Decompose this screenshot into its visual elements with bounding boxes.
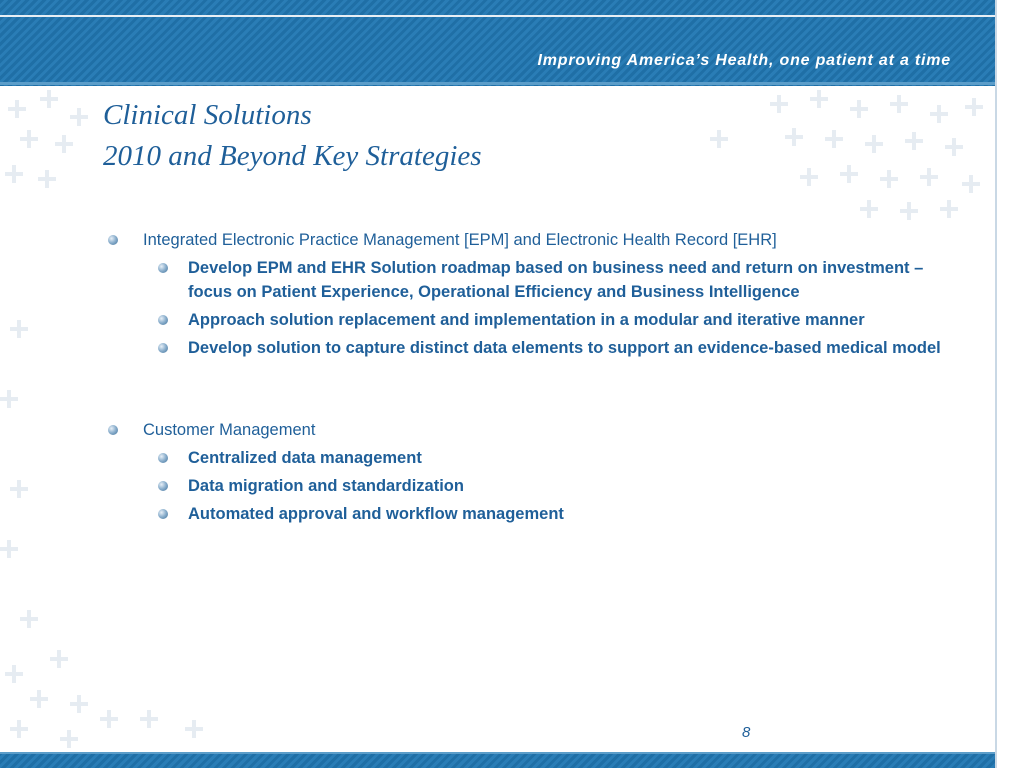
bullet-icon [158, 509, 168, 519]
right-rail [995, 0, 1024, 768]
bullet-icon [108, 235, 118, 245]
bullet-icon [158, 263, 168, 273]
bullet-icon [158, 481, 168, 491]
bullet-icon [158, 453, 168, 463]
slide-title-line2: 2010 and Beyond Key Strategies [103, 140, 482, 172]
list-item [108, 256, 968, 304]
list-item [108, 336, 968, 360]
bullet-icon [108, 425, 118, 435]
list-item [108, 474, 968, 498]
header-tagline: Improving America’s Health, one patient at a time [537, 52, 951, 69]
list-item [108, 446, 968, 470]
page-number: 8 [742, 724, 751, 741]
list-item [108, 308, 968, 332]
list-item-text: Data migration and standardization [188, 477, 464, 495]
list-item-text: Approach solution replacement and implementation in a modular and iterative manner [188, 311, 865, 329]
section-heading-text: Customer Management [143, 421, 316, 439]
header-band [0, 0, 995, 86]
decorative-pattern-left [0, 90, 100, 768]
list-item-text: Develop EPM and EHR Solution roadmap based on business need and return on investment – focus on Patient Experience, Operational Efficiency and Business Intelligence [188, 259, 924, 301]
bullet-icon [158, 343, 168, 353]
list-item-text: Centralized data management [188, 449, 422, 467]
list-item-text: Develop solution to capture distinct data elements to support an evidence-based medical model [188, 339, 941, 357]
slide-title [103, 95, 482, 177]
slide-content [108, 228, 968, 526]
footer-band [0, 752, 995, 768]
section-heading [108, 418, 968, 442]
header-top-line [0, 15, 995, 17]
header-bottom-line [0, 82, 995, 85]
section-heading [108, 228, 968, 252]
section-heading-text: Integrated Electronic Practice Management [EPM] and Electronic Health Record [EHR] [143, 231, 777, 249]
list-item-text: Automated approval and workflow management [188, 505, 564, 523]
bullet-icon [158, 315, 168, 325]
decorative-pattern-right [700, 90, 995, 230]
list-item [108, 502, 968, 526]
slide-title-line1: Clinical Solutions [103, 99, 312, 131]
